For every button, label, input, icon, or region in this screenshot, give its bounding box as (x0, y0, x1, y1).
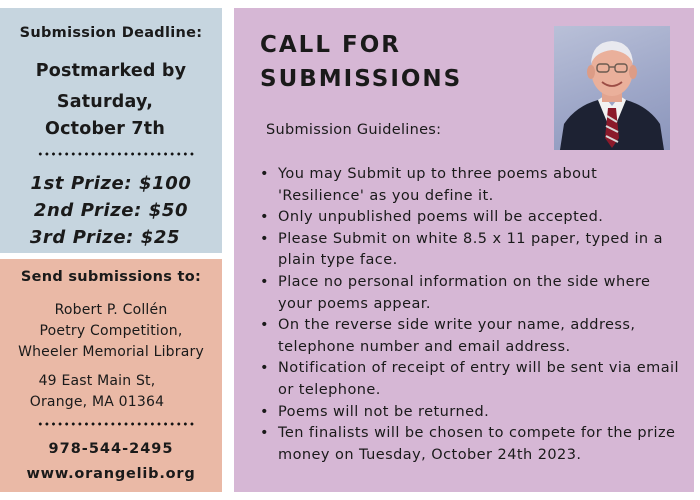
rule-text: Place no personal information on the side where your poems appear. (278, 273, 651, 312)
call-title-line1: CALL FOR (260, 32, 401, 58)
rule-text: Poems will not be returned. (278, 403, 490, 420)
send-panel (0, 259, 222, 492)
call-title (260, 28, 462, 96)
deadline-day: Saturday, (56, 92, 154, 112)
bullet-icon: • (260, 209, 270, 226)
second-prize: 2nd Prize: $50 (33, 200, 189, 221)
address-name: Robert P. Collén (54, 302, 168, 318)
list-item (258, 358, 688, 401)
list-item (258, 207, 688, 229)
portrait-photo (554, 26, 670, 150)
first-prize: 1st Prize: $100 (30, 173, 192, 194)
dotted-divider (37, 152, 195, 156)
deadline-heading: Submission Deadline: (19, 25, 203, 41)
phone-number[interactable]: 978-544-2495 (48, 441, 174, 457)
deadline-panel (0, 8, 222, 253)
list-item (258, 402, 688, 424)
call-panel (234, 8, 694, 492)
bullet-icon: • (260, 425, 270, 442)
rule-text: You may Submit up to three poems about 'Resilience' as you define it. (278, 166, 598, 204)
rule-text: Only unpublished poems will be accepted. (278, 209, 604, 226)
list-item (258, 229, 688, 272)
third-prize: 3rd Prize: $25 (29, 227, 181, 248)
list-item (258, 272, 688, 315)
bullet-icon: • (260, 403, 270, 420)
bullet-icon: • (260, 166, 270, 182)
send-heading: Send submissions to: (20, 269, 202, 285)
bullet-icon: • (260, 317, 270, 334)
address-street: 49 East Main St, (38, 373, 156, 389)
list-item (258, 164, 688, 207)
dotted-divider (37, 422, 195, 426)
bullet-icon: • (260, 273, 270, 290)
portrait-illustration (554, 26, 670, 150)
list-item (258, 315, 688, 358)
address-library: Wheeler Memorial Library (18, 344, 204, 360)
rule-text: On the reverse side write your name, address, telephone number and email address. (278, 317, 636, 355)
bullet-icon: • (260, 360, 270, 377)
guidelines-label: Submission Guidelines: (266, 122, 442, 138)
guidelines-list (258, 164, 688, 466)
website-link[interactable]: www.orangelib.org (26, 466, 196, 482)
list-item (258, 423, 688, 466)
rule-text: Ten finalists will be chosen to compete for the prize money on Tuesday, October 24th 2023. (278, 425, 676, 463)
rule-text: Please Submit on white 8.5 x 11 paper, typed in a plain type face. (278, 230, 663, 269)
deadline-date: October 7th (45, 119, 165, 139)
bullet-icon: • (260, 230, 270, 247)
address-city: Orange, MA 01364 (29, 394, 165, 410)
deadline-postmarked: Postmarked by (35, 61, 187, 81)
call-title-line2: SUBMISSIONS (260, 66, 463, 92)
address-program: Poetry Competition, (39, 323, 183, 339)
rule-text: Notification of receipt of entry will be sent via email or telephone. (278, 360, 679, 398)
